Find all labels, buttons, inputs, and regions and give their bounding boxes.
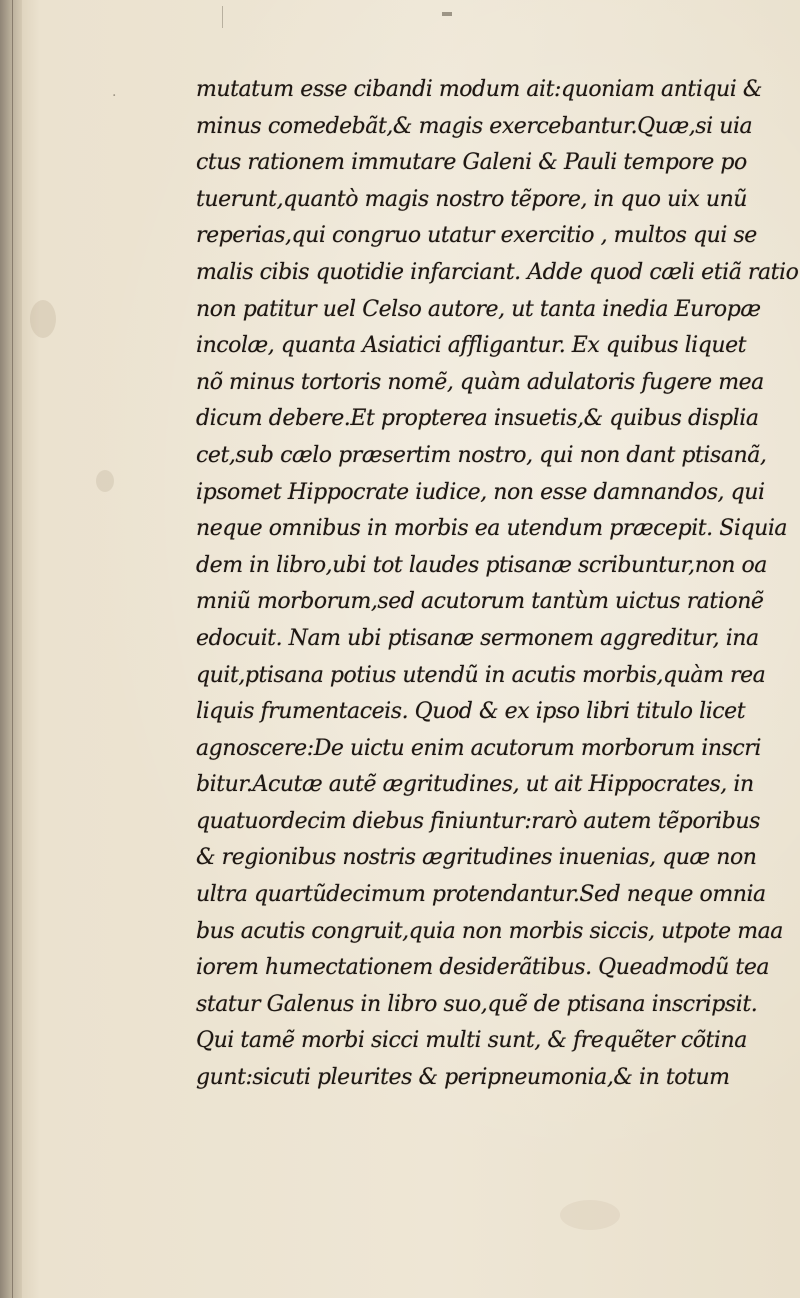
text-line: nõ minus tortoris nomẽ, quàm adulatoris fugere meа <box>196 369 764 395</box>
text-line: ultra quartũdecimum protendantur.Sed neque omniа <box>196 882 766 908</box>
text-line: dem in libro,ubi tot laudes ptisanæ scribuntur,non oа <box>196 552 767 578</box>
text-line: tuerunt,quantò magis nostro tẽpore, in quo uix unũ <box>196 186 748 212</box>
text-line: bus acutis congruit,quia non morbis siccis, utpote maа <box>196 918 783 944</box>
body-text <box>196 72 799 1097</box>
text-line: mutatum esse cibandi modum ait:quoniam antiqui & <box>196 77 763 102</box>
text-line: incolæ, quanta Asiatici affligantur. Ex quibus liquet <box>196 333 747 359</box>
text-line: non patitur uel Celso autore, ut tanta inedia Europæ <box>196 296 761 322</box>
text-line: Qui tamẽ morbi sicci multi sunt, & frequẽter cõtinа <box>196 1028 747 1054</box>
text-line: quit,ptisana potius utendũ in acutis morbis,quàm reа <box>196 662 766 688</box>
text-line: gunt:sicuti pleurites & peripneumonia,& in totum <box>196 1065 730 1091</box>
text-line: minus comedebãt,& magis exercebantur.Quæ,si uiа <box>196 113 753 139</box>
paper-stain <box>96 470 114 492</box>
binding-edge <box>12 0 13 1298</box>
text-line: reperias,qui congruo utatur exercitio , multos qui se <box>196 223 757 249</box>
text-line: & regionibus nostris ægritudines inuenias, quæ non <box>196 845 757 871</box>
ink-speck: · <box>112 88 117 104</box>
text-line: bitur.Acutæ autẽ ægritudines, ut ait Hippocrates, in <box>196 772 754 798</box>
text-line: malis cibis quotidie infarciant. Adde quod cæli etiã ratio <box>196 259 799 285</box>
text-line: liquis frumentaceis. Quod & ex ipso libri titulo licet <box>196 699 746 725</box>
paper-stain <box>30 300 56 338</box>
paper-stain <box>560 1200 620 1230</box>
text-line: statur Galenus in libro suo,quẽ de ptisana inscripsit. <box>196 991 758 1017</box>
text-line: dicum debere.Et propterea insuetis,& quibus displiа <box>196 406 759 432</box>
text-line: quatuordecim diebus finiuntur:rarò autem tẽporibus <box>196 808 760 834</box>
text-line: iorem humectationem desiderãtibus. Queadmodũ teа <box>196 955 770 981</box>
text-line: edocuit. Nam ubi ptisanæ sermonem aggreditur, inа <box>196 625 759 651</box>
text-line: neque omnibus in morbis ea utendum præcepit. Siquiа <box>196 516 788 542</box>
text-line: cet,sub cælo præsertim nostro, qui non dant ptisanã, <box>196 442 767 468</box>
page-gutter <box>0 0 22 1298</box>
ink-speck <box>222 6 223 28</box>
text-line: ipsomet Hippocrate iudice, non esse damnandos, qui <box>196 479 765 505</box>
text-line: mniũ morborum,sed acutorum tantùm uictus rationẽ <box>196 589 764 615</box>
text-line: ctus rationem immutare Galeni & Pauli tempore po <box>196 150 747 176</box>
ink-speck <box>442 12 452 16</box>
text-line: agnoscere:De uictu enim acutorum morborum inscri <box>196 735 761 761</box>
